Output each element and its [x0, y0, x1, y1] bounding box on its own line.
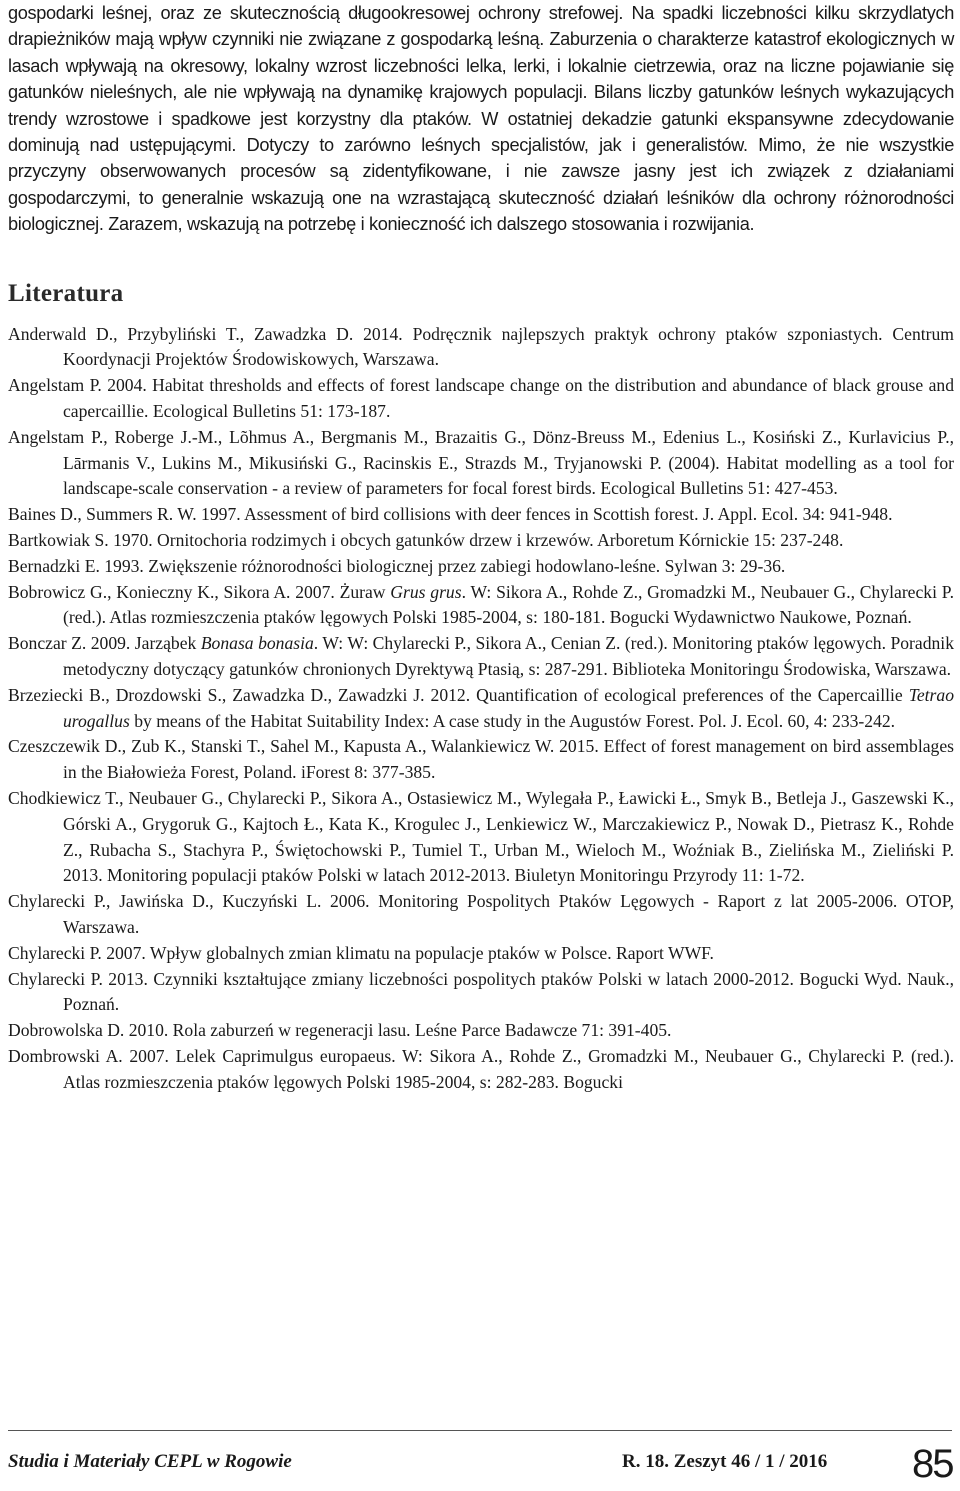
reference-text: Chylarecki P., Jawińska D., Kuczyński L. 2006. Monitoring Pospolitych Ptaków Lęgowych - Raport z lat 2005-2006. OTOP, Warszawa. [8, 891, 954, 937]
reference-text-continued: . W: W: Chylarecki P., Sikora A., Cenian Z. (red.). Monitoring ptaków lęgowych. Poradnik metodyczny dotyczący gatunków chronionych Dyrektywą Ptasią, s: 287-291. Biblioteka Monitoringu Środowiska, Warszawa. [63, 633, 954, 680]
reference-text: Chylarecki P. 2013. Czynniki kształtujące zmiany liczebności pospolitych ptaków Polski w latach 2000-2012. Bogucki Wyd. Nauk., Poznań. [8, 968, 954, 1015]
reference-text: Bonczar Z. 2009. Jarząbek [8, 633, 201, 654]
reference-item [8, 502, 954, 528]
reference-item [8, 967, 954, 1019]
reference-text: Chodkiewicz T., Neubauer G., Chylarecki P., Sikora A., Ostasiewicz M., Wylegała P., Ławicki Ł., Smyk B., Betleja J., Gaszewski K., Górski A., Grygoruk G., Kajtoch Ł., Kata K., Krogulec J., Lenkiewicz W., Marczakiewicz P., Nowak D., Pietrasz K., Rohde Z., Rubacha S., Stachyra P., Świętochowski P., Tumiel T., Urban M., Wieloch M., Woźniak B., Zielińska M., Zieliński P. 2013. Monitoring populacji ptaków Polski w latach 2012-2013. Biuletyn Monitoringu Przyrody 11: 1-72. [8, 788, 954, 886]
reference-item [8, 889, 954, 941]
reference-item [8, 425, 954, 502]
reference-list [8, 322, 954, 1096]
body-paragraph: gospodarki leśnej, oraz ze skutecznością długookresowej ochrony strefowej. Na spadki liczebności kilku skrzydlatych drapieżników mają wpływ czynniki nie związane z gospodarką leśną. Zaburzenia o charakterze katastrof ekologicznych w lasach wpływają na okresowy, lokalny wzrost liczebności lelka, lerki, i lokalnie cietrzewia, oraz na liczne pojawianie się gatunków nieleśnych, ale nie wpływają na dynamikę krajowych populacji. Bilans liczby gatunków leśnych wykazujących trendy wzrostowe i spadkowe jest korzystny dla ptaków. W ostatniej dekadzie gatunki ekspansywne zdecydowanie dominują nad ustępującymi. Dotyczy to zarówno leśnych specjalistów, jak i generalistów. Mimo, że nie wszystkie przyczyny obserwowanych procesów są zidentyfikowane, i nie zawsze jasny jest ich związek z działaniami gospodarczymi, to generalnie wskazują one na wzrastającą skuteczność działań leśników dla ochrony różnorodności biologicznej. Zarazem, wskazują na potrzebę i konieczność ich dalszego stosowania i rozwijania. [8, 3, 954, 235]
reference-item [8, 631, 954, 683]
footer-issue: R. 18. Zeszyt 46 / 1 / 2016 [622, 1451, 828, 1472]
reference-item [8, 683, 954, 735]
reference-item [8, 1044, 954, 1096]
section-heading-literatura: Literatura [8, 279, 124, 307]
reference-text: Czeszczewik D., Zub K., Stanski T., Sahel M., Kapusta A., Walankiewicz W. 2015. Effect of forest management on bird assemblages in the Białowieża Forest, Poland. iForest 8: 377-385. [8, 736, 954, 783]
reference-species-name: Tetrao urogallus [63, 684, 954, 731]
reference-text: Baines D., Summers R. W. 1997. Assessment of bird collisions with deer fences in Scottish forest. J. Appl. Ecol. 34: 941-948. [8, 504, 893, 525]
reference-text: Chylarecki P. 2007. Wpływ globalnych zmian klimatu na populacje ptaków w Polsce. Raport WWF. [8, 942, 714, 963]
reference-text: Dobrowolska D. 2010. Rola zaburzeń w regeneracji lasu. Leśne Parce Badawcze 71: 391-405. [8, 1020, 672, 1041]
reference-item [8, 941, 954, 967]
reference-item [8, 734, 954, 786]
reference-item [8, 322, 954, 374]
reference-item [8, 528, 954, 554]
reference-text: Brzeziecki B., Drozdowski S., Zawadzka D., Zawadzki J. 2012. Quantification of ecological preferences of the Capercaillie [8, 684, 909, 705]
reference-item [8, 786, 954, 889]
page-number: 85 [912, 1442, 953, 1486]
footer-journal-title: Studia i Materiały CEPL w Rogowie [8, 1451, 292, 1472]
reference-species-name: Bonasa bonasia [200, 633, 314, 654]
reference-species-name: Grus grus [390, 581, 462, 602]
footer-divider [8, 1430, 952, 1431]
reference-text: Bartkowiak S. 1970. Ornitochoria rodzimych i obcych gatunków drzew i krzewów. Arboretum Kórnickie 15: 237-248. [8, 530, 844, 551]
reference-text: Anderwald D., Przybyliński T., Zawadzka D. 2014. Podręcznik najlepszych praktyk ochrony ptaków szponiastych. Centrum Koordynacji Projektów Środowiskowych, Warszawa. [8, 323, 954, 370]
reference-text: Bobrowicz G., Konieczny K., Sikora A. 2007. Żuraw [8, 581, 391, 602]
reference-text: Angelstam P. 2004. Habitat thresholds and effects of forest landscape change on the distribution and abundance of black grouse and capercaillie. Ecological Bulletins 51: 173-187. [8, 375, 954, 422]
reference-text: Dombrowski A. 2007. Lelek Caprimulgus europaeus. W: Sikora A., Rohde Z., Gromadzki M., Neubauer G., Chylarecki P. (red.). Atlas rozmieszczenia ptaków lęgowych Polski 1985-2004, s: 282-283. Bogucki [8, 1045, 954, 1092]
reference-text-continued: by means of the Habitat Suitability Index: A case study in the Augustów Forest. Pol. J. Ecol. 60, 4: 233-242. [129, 710, 896, 731]
page-content [8, 0, 954, 1096]
reference-text-continued: . W: Sikora A., Rohde Z., Gromadzki M., Neubauer G., Chylarecki P. (red.). Atlas rozmieszczenia ptaków lęgowych Polski 1985-2004, s: 180-181. Bogucki Wydawnictwo Naukowe, Poznań. [63, 581, 955, 628]
reference-item [8, 1018, 954, 1044]
reference-text: Bernadzki E. 1993. Zwiększenie różnorodności biologicznej przez zabiegi hodowlano-leśne. Sylwan 3: 29-36. [8, 555, 786, 576]
reference-item [8, 554, 954, 580]
reference-item [8, 373, 954, 425]
reference-item [8, 580, 954, 632]
reference-text: Angelstam P., Roberge J.-M., Lõhmus A., Bergmanis M., Brazaitis G., Dönz-Breuss M., Edenius L., Kosiński Z., Kurlavicius P., Lārmanis V., Lukins M., Mikusiński G., Racinskis E., Strazds M., Tryjanowski P. (2004). Habitat modelling as a tool for landscape-scale conservation - a review of parameters for focal forest birds. Ecological Bulletins 51: 427-453. [8, 426, 954, 499]
